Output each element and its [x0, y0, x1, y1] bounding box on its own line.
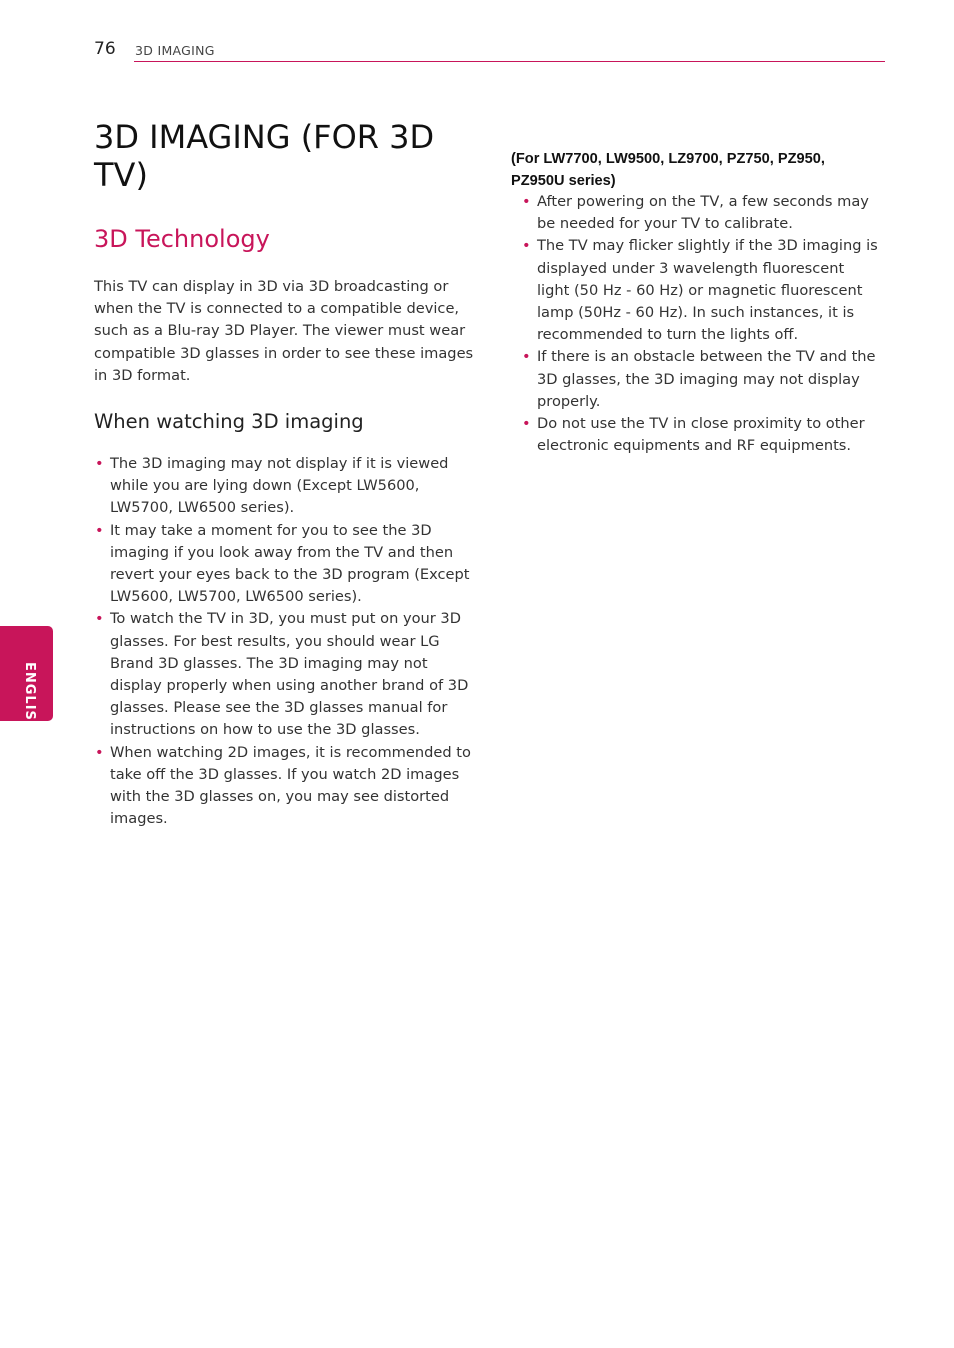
- list-item: [521, 191, 881, 235]
- header-divider: [134, 61, 885, 62]
- watching-3d-bullet-list: [94, 453, 476, 830]
- bullet-icon: •: [95, 610, 104, 628]
- bullet-icon: •: [95, 455, 104, 472]
- bullet-icon: •: [522, 348, 531, 366]
- subsection-title: When watching 3D imaging: [94, 410, 364, 433]
- list-item-text: Do not use the TV in close proximity to other electronic equipments and RF equipments.: [537, 415, 865, 455]
- page-title: 3D IMAGING (FOR 3D TV): [94, 118, 435, 194]
- page-number: 76: [94, 39, 116, 59]
- list-item: [521, 235, 881, 346]
- list-item-text: After powering on the TV, a few seconds may be needed for your TV to calibrate.: [537, 193, 869, 233]
- intro-paragraph: This TV can display in 3D via 3D broadcasting or when the TV is connected to a compatible device, such as a Blu-ray 3D Player. The viewer must wear compatible 3D glasses in order to see these images in 3D format.: [94, 278, 474, 384]
- header-section-label: 3D IMAGING: [135, 43, 215, 58]
- list-item-text: It may take a moment for you to see the 3D imaging if you look away from the TV and then revert your eyes back to the 3D program (Except LW5600, LW5700, LW6500 series).: [110, 521, 470, 606]
- bullet-icon: •: [522, 193, 531, 210]
- list-item: [94, 608, 476, 741]
- bullet-icon: •: [522, 237, 531, 255]
- language-tab: [0, 626, 53, 733]
- list-item: [521, 346, 881, 413]
- list-item-text: To watch the TV in 3D, you must put on your 3D glasses. For best results, you should wear LG Brand 3D glasses. The 3D imaging may not display properly when using another brand of 3D glasses. Please see the 3D glasses manual for instructions on how to use the 3D glasses.: [110, 610, 469, 739]
- bullet-icon: •: [522, 415, 531, 433]
- bullet-icon: •: [95, 521, 104, 539]
- list-item-text: If there is an obstacle between the TV and the 3D glasses, the 3D imaging may not display properly.: [537, 348, 876, 410]
- language-tab-label: ENGLISH: [22, 662, 37, 733]
- section-title: 3D Technology: [94, 225, 270, 253]
- list-item-text: The 3D imaging may not display if it is viewed while you are lying down (Except LW5600, LW5700, LW6500 series).: [110, 455, 449, 517]
- list-item-text: When watching 2D images, it is recommended to take off the 3D glasses. If you watch 2D images with the 3D glasses on, you may see distorted images.: [110, 743, 471, 828]
- models-bullet-list: [521, 191, 881, 457]
- list-item-text: The TV may flicker slightly if the 3D imaging is displayed under 3 wavelength fluorescent light (50 Hz - 60 Hz) or magnetic fluorescent lamp (50Hz - 60 Hz). In such instances, it is recommended to turn the lights off.: [537, 237, 878, 344]
- list-item: [521, 413, 881, 457]
- models-heading: (For LW7700, LW9500, LZ9700, PZ750, PZ950, PZ950U series): [511, 151, 825, 190]
- bullet-icon: •: [95, 743, 104, 761]
- list-item: [94, 742, 476, 831]
- list-item: [94, 453, 476, 520]
- list-item: [94, 520, 476, 609]
